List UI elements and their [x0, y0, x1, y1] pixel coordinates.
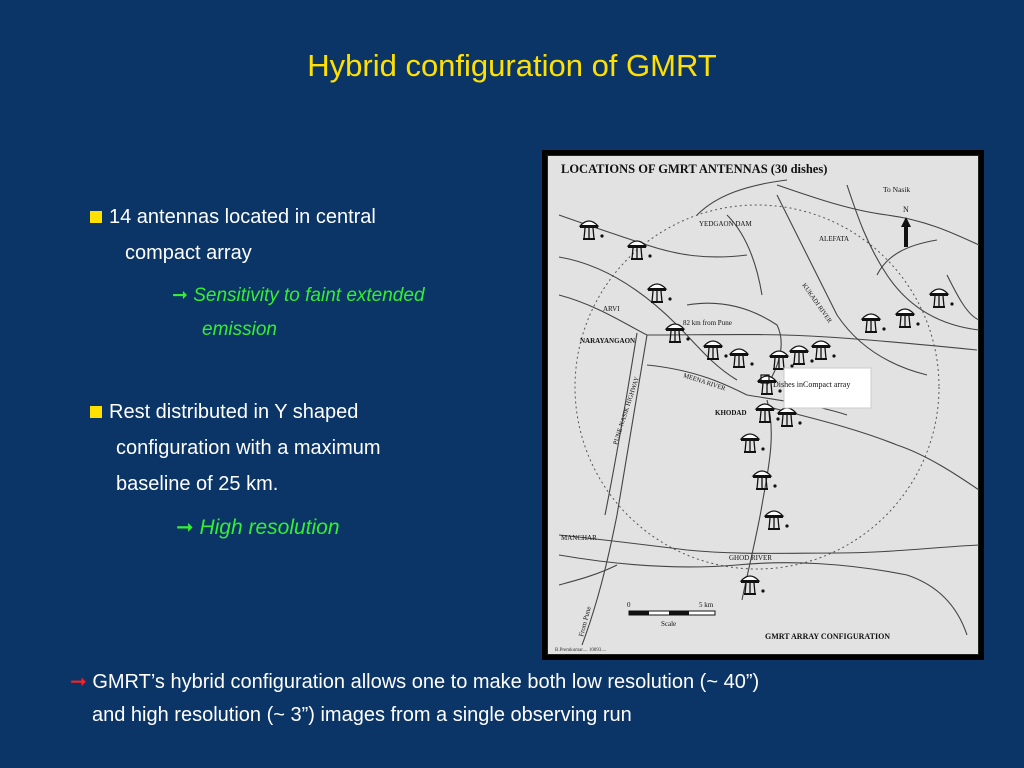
bullet-square-icon [90, 211, 102, 223]
label-yedgaon-dam: YEDGAON DAM [699, 220, 752, 228]
label-82-km: 82 km from Pune [683, 319, 732, 327]
scale-label: Scale [661, 620, 677, 628]
map-credit: B.Premkumar.... 10893.... [555, 648, 607, 653]
label-kukadi-river: KUKADI RIVER [800, 282, 833, 325]
sub-point-sensitivity [172, 279, 425, 347]
callout-text: Dishes inCompact array [773, 380, 851, 389]
sub-point-high-resolution [176, 511, 340, 545]
bullet1-line2: compact array [125, 242, 252, 264]
label-arvi: ARVI [603, 305, 620, 313]
slide-title: Hybrid configuration of GMRT [307, 48, 717, 83]
gmrt-map-figure [542, 150, 984, 660]
arrow-icon: ➞ [176, 516, 194, 539]
sub1-line1: Sensitivity to faint extended [193, 285, 425, 306]
north-label: N [903, 205, 909, 214]
label-to-nasik: To Nasik [883, 185, 911, 194]
arrow-icon: ➞ [172, 285, 188, 306]
bullet2-line1: Rest distributed in Y shaped [109, 401, 359, 423]
bullet-compact-array [90, 199, 376, 271]
conclusion [70, 666, 970, 732]
scale-five-km: 5 km [699, 601, 714, 609]
label-meena-river: MEENA RIVER [682, 372, 727, 393]
label-ghod-river: GHOD RIVER [729, 554, 772, 562]
conclusion-line1: GMRT’s hybrid configuration allows one to make both low resolution (~ 40”) [92, 671, 760, 693]
bullet1-line1: 14 antennas located in central [109, 206, 376, 228]
label-alefata: ALEFATA [819, 235, 850, 243]
label-khodad: KHODAD [715, 409, 747, 417]
label-narayangaon: NARAYANGAON [580, 337, 636, 345]
north-arrow-shaft [904, 227, 908, 247]
map-footer: GMRT ARRAY CONFIGURATION [765, 632, 891, 641]
label-pune-nasik-highway: PUNE-NASIK HIGHWAY [612, 375, 641, 446]
map-panel [547, 155, 979, 655]
bullet2-line3: baseline of 25 km. [116, 473, 279, 495]
label-manchar: MANCHAR [561, 534, 597, 542]
conclusion-line2: and high resolution (~ 3”) images from a single observing run [92, 704, 632, 726]
map-header: LOCATIONS OF GMRT ANTENNAS (30 dishes) [561, 162, 828, 176]
bullet2-line2: configuration with a maximum [116, 437, 381, 459]
bullet-y-shaped [90, 394, 381, 502]
sub1-line2: emission [202, 319, 277, 340]
map-svg [547, 155, 979, 655]
sub2-text: High resolution [199, 516, 340, 539]
scale-zero: 0 [627, 601, 631, 609]
red-arrow-icon: ➞ [70, 671, 87, 693]
bullet-square-icon [90, 406, 102, 418]
label-from-pune: From Pune [577, 605, 593, 638]
